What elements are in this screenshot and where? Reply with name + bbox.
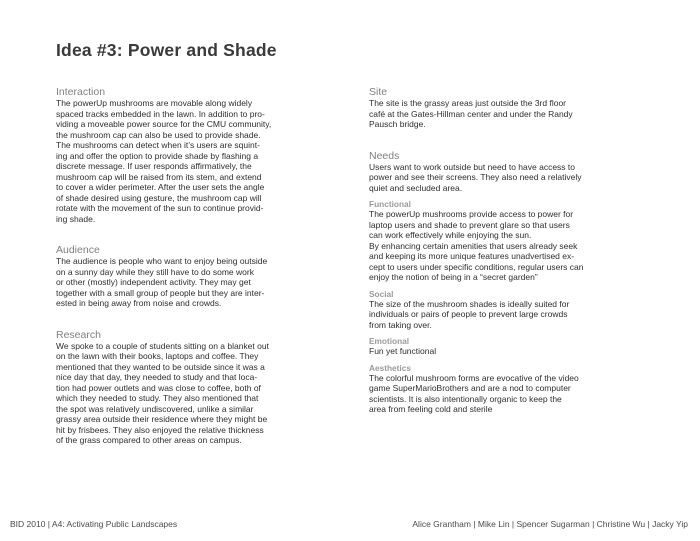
left-column [56, 86, 318, 446]
emotional-section [369, 336, 653, 357]
functional-heading: Functional [369, 199, 411, 209]
footer-course: BID 2010 | A4: Activating Public Landscapes [10, 519, 178, 529]
right-column [369, 86, 653, 415]
interaction-section [56, 86, 318, 224]
functional-body: The powerUp mushrooms provide access to power for laptop users and shade to prevent glare so that users can work effectively while enjoying the sun. By enhancing certain amenities that users already seek and keeping its more unique features unadvertised ex- cept to users under specific conditions, regular users can enjoy the notion of being in a “secret garden” [369, 209, 584, 282]
emotional-body: Fun yet functional [369, 346, 437, 356]
research-body: We spoke to a couple of students sitting on a blanket out on the lawn with their books, laptops and coffee. They mentioned that they wanted to be outside since it was a nice day that day, they needed to study and that loca- tion had power outlets and was close to coffee, both of which they needed to study. They also mentioned that the spot was relatively undiscovered, unlike a similar grassy area outside their residence where they might be hit by frisbees. They also enjoyed the relative thickness of the grass compared to other areas on campus. [56, 340, 269, 445]
social-section [369, 289, 653, 331]
research-section [56, 329, 318, 446]
needs-section [369, 150, 653, 194]
interaction-body: The powerUp mushrooms are movable along widely spaced tracks embedded in the lawn. In addition to pro- viding a moveable power source for the CMU community, the mushroom cap can also be used to provide shade. The mushrooms can detect when it’s users are squint- ing and offer the option to provide shade by flashing a discrete message. If user responds affirmatively, the mushroom cap will be raised from its stem, and extend to cover a wider perimeter. After the user sets the angle of shade desired using gesture, the mushroom cap will rotate with the movement of the sun to continue provid- ing shade. [56, 98, 272, 224]
functional-section [369, 199, 653, 283]
audience-section [56, 244, 318, 309]
page-title: Idea #3: Power and Shade [56, 40, 277, 60]
aesthetics-body: The colorful mushroom forms are evocative of the video game SuperMarioBrothers and are a nod to computer scientists. It is also intentionally organic to keep the area from feeling cold and sterile [369, 372, 579, 414]
needs-heading: Needs [369, 149, 400, 162]
emotional-heading: Emotional [369, 336, 410, 346]
aesthetics-section [369, 363, 653, 415]
site-section [369, 86, 653, 130]
footer-authors: Alice Grantham | Mike Lin | Spencer Sugarman | Christine Wu | Jacky Yip [412, 519, 688, 529]
aesthetics-heading: Aesthetics [369, 362, 411, 373]
interaction-heading: Interaction [56, 86, 106, 98]
audience-heading: Audience [56, 244, 100, 256]
audience-body: The audience is people who want to enjoy being outside on a sunny day while they still have to do some work or other (mostly) independent activity. They may get together with a small group of people but they are inter- ested in being away from noise and crowds. [56, 256, 268, 308]
needs-body: Users want to work outside but need to have access to power and see their screens. They also need a relatively quiet and secluded area. [369, 161, 582, 193]
research-heading: Research [56, 328, 101, 341]
social-heading: Social [369, 288, 394, 299]
social-body: The size of the mushroom shades is ideally suited for individuals or pairs of people to prevent large crowds from taking over. [369, 298, 570, 330]
site-body: The site is the grassy areas just outside the 3rd floor café at the Gates-Hillman center and under the Randy Pausch bridge. [369, 98, 573, 129]
site-heading: Site [369, 86, 388, 98]
